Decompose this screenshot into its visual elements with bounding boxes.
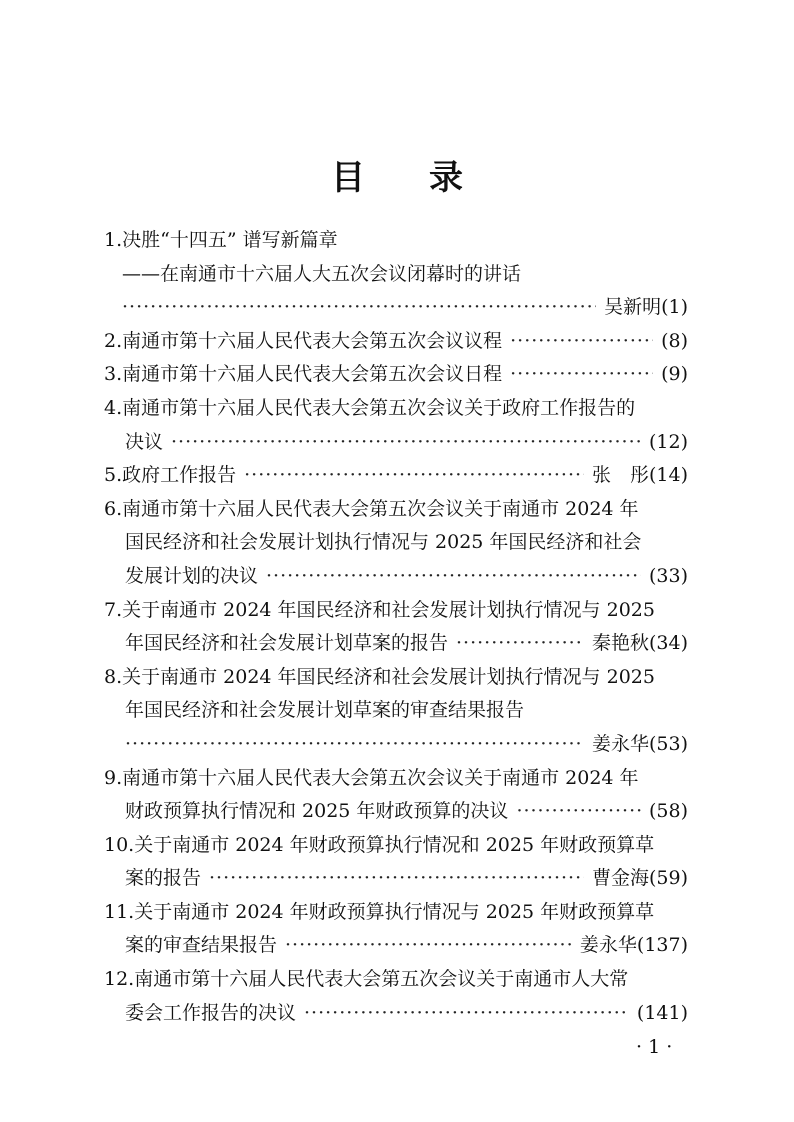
toc-entry-page: (137) bbox=[636, 934, 688, 957]
page-title bbox=[0, 150, 794, 199]
toc-entry-1-leader bbox=[104, 291, 688, 325]
toc-entry-10-line-2: 案的报告 ····· 曹金海 (59) bbox=[104, 862, 688, 896]
page-number: · 1 · bbox=[636, 1036, 673, 1058]
toc-entry-5[interactable]: 5.政府工作报告 ····· 张 彤 (14) bbox=[104, 459, 688, 493]
dot-leader bbox=[122, 291, 596, 325]
dot-leader bbox=[171, 426, 641, 460]
toc-entry-author: 曹金海 bbox=[591, 867, 649, 890]
toc-entry-author: 姜永华 bbox=[579, 934, 637, 957]
toc-entry-page: (14) bbox=[648, 464, 688, 487]
title-char-2: 录 bbox=[429, 158, 463, 198]
toc-entry-4-line-1[interactable]: 4.南通市第十六届人民代表大会第五次会议关于政府工作报告的 bbox=[104, 396, 636, 419]
toc-entry-1-line-1[interactable]: 1.决胜“十四五” 谱写新篇章 bbox=[104, 229, 338, 251]
dot-leader bbox=[456, 627, 584, 661]
toc-entry-9-line-1[interactable]: 9.南通市第十六届人民代表大会第五次会议关于南通市 2024 年 bbox=[104, 766, 639, 789]
toc-entry-7-line-1[interactable]: 7.关于南通市 2024 年国民经济和社会发展计划执行情况与 2025 bbox=[104, 598, 655, 621]
toc-entry-1-subtitle: ——在南通市十六届人大五次会议闭幕时的讲话 bbox=[122, 262, 522, 285]
toc-entry-7-line-2: 年国民经济和社会发展计划草案的报告 ····· 秦艳秋 (34) bbox=[104, 627, 688, 661]
dot-leader bbox=[285, 929, 572, 963]
toc-entry-page: (33) bbox=[648, 564, 688, 587]
dot-leader bbox=[209, 862, 584, 896]
toc-entry-6-line-3: 发展计划的决议 ····· (33) bbox=[104, 560, 688, 594]
toc-entry-8-line-1[interactable]: 8.关于南通市 2024 年国民经济和社会发展计划执行情况与 2025 bbox=[104, 665, 655, 688]
toc-entry-author: 张 彤 bbox=[591, 464, 649, 487]
dot-leader bbox=[510, 325, 653, 359]
toc-entry-author: 秦艳秋 bbox=[591, 632, 649, 655]
toc-entry-page: (1) bbox=[661, 296, 688, 319]
toc-entry-11-line-1[interactable]: 11.关于南通市 2024 年财政预算执行情况与 2025 年财政预算草 bbox=[104, 900, 655, 923]
toc-entry-8-line-2: 年国民经济和社会发展计划草案的审查结果报告 bbox=[125, 699, 525, 722]
toc-entry-page: (141) bbox=[636, 1001, 688, 1024]
toc-entry-page: (9) bbox=[661, 363, 688, 386]
toc-entry-page: (59) bbox=[648, 867, 688, 890]
toc-entry-10-line-1[interactable]: 10.关于南通市 2024 年财政预算执行情况和 2025 年财政预算草 bbox=[104, 833, 655, 856]
dot-leader bbox=[244, 459, 584, 493]
dot-leader bbox=[266, 560, 641, 594]
toc-entry-8-leader bbox=[104, 728, 688, 762]
toc-entry-6-line-1[interactable]: 6.南通市第十六届人民代表大会第五次会议关于南通市 2024 年 bbox=[104, 497, 639, 520]
title-char-1: 目 bbox=[331, 158, 365, 198]
toc-entry-page: (12) bbox=[648, 430, 688, 453]
dot-leader bbox=[516, 795, 641, 829]
dot-leader bbox=[125, 728, 584, 762]
toc-entry-page: (34) bbox=[648, 632, 688, 655]
toc-entry-author: 吴新明 bbox=[604, 296, 662, 319]
toc-entry-author: 姜永华 bbox=[591, 732, 649, 755]
toc-entry-2[interactable]: 2.南通市第十六届人民代表大会第五次会议议程 ····· (8) bbox=[104, 325, 688, 359]
toc-entry-page: (53) bbox=[648, 732, 688, 755]
toc-entry-11-line-2: 案的审查结果报告 ····· 姜永华 (137) bbox=[104, 929, 688, 963]
dot-leader bbox=[304, 997, 629, 1031]
toc-entry-page: (8) bbox=[661, 329, 688, 352]
toc-entry-6-line-2: 国民经济和社会发展计划执行情况与 2025 年国民经济和社会 bbox=[125, 531, 642, 554]
toc-entry-12-line-2: 委会工作报告的决议 ····· (141) bbox=[104, 997, 688, 1031]
dot-leader bbox=[510, 358, 653, 392]
toc-entry-page: (58) bbox=[648, 800, 688, 823]
toc-entry-3[interactable]: 3.南通市第十六届人民代表大会第五次会议日程 ····· (9) bbox=[104, 358, 688, 392]
table-of-contents bbox=[104, 224, 688, 1030]
toc-entry-9-line-2: 财政预算执行情况和 2025 年财政预算的决议 ····· (58) bbox=[104, 795, 688, 829]
toc-entry-4-line-2: 决议 ····· (12) bbox=[104, 426, 688, 460]
toc-entry-12-line-1[interactable]: 12.南通市第十六届人民代表大会第五次会议关于南通市人大常 bbox=[104, 968, 629, 991]
